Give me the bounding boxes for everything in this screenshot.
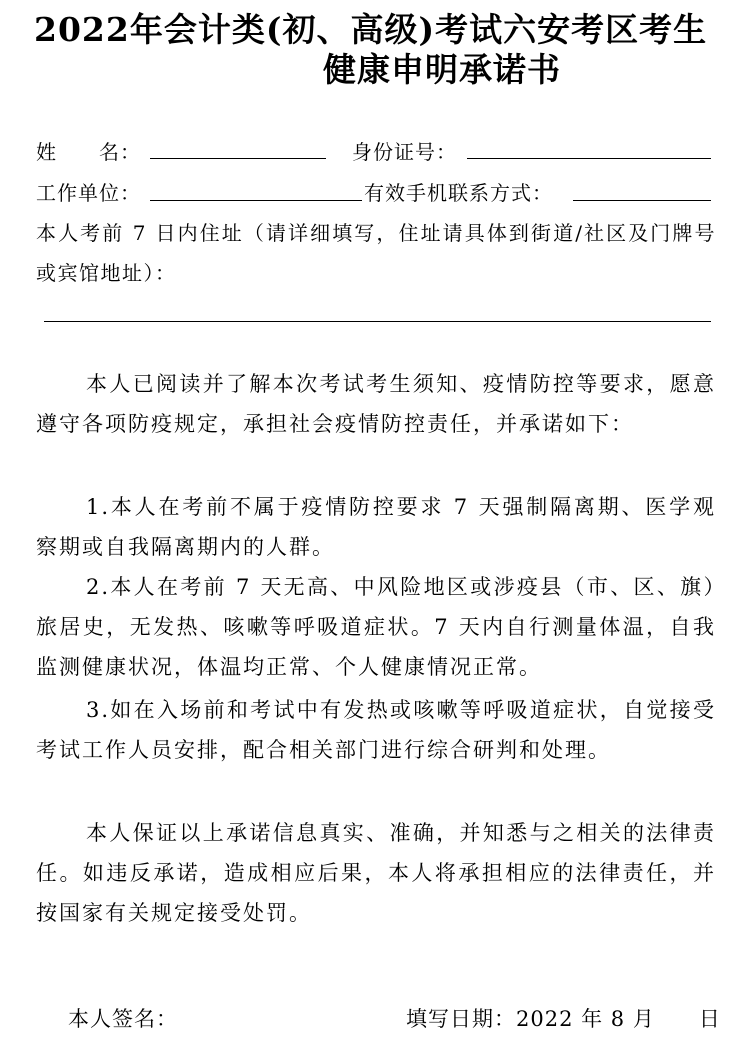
- signature-label: 本人签名：: [68, 1007, 178, 1031]
- phone-field[interactable]: [573, 200, 711, 201]
- commitment-item-2: 2.本人在考前 7 天无高、中风险地区或涉疫县（市、区、旗）旅居史，无发热、咳嗽等呼吸道症状。7 天内自行测量体温，自我监测健康状况，体温均正常、个人健康情况正常。: [36, 575, 716, 679]
- page-title-line-2: 健康申明承诺书: [323, 50, 561, 89]
- name-field[interactable]: [150, 158, 326, 159]
- page-title-line-1: 2022年会计类(初、高级)考试六安考区考生: [34, 10, 708, 49]
- commitment-item-3: 3.如在入场前和考试中有发热或咳嗽等呼吸道症状，自觉接受考试工作人员安排，配合相关部门进行综合研判和处理。: [36, 698, 716, 762]
- id-number-field[interactable]: [467, 158, 711, 159]
- date-label: 填写日期：2022 年 8 月 日: [406, 1007, 721, 1031]
- work-unit-field[interactable]: [150, 200, 362, 201]
- phone-label: 有效手机联系方式：: [364, 181, 553, 205]
- intro-paragraph: 本人已阅读并了解本次考试考生须知、疫情防控等要求，愿意遵守各项防疫规定，承担社会疫情防控责任，并承诺如下：: [36, 372, 716, 436]
- name-label: 姓 名：: [36, 140, 141, 164]
- guarantee-paragraph: 本人保证以上承诺信息真实、准确，并知悉与之相关的法律责任。如违反承诺，造成相应后果，本人将承担相应的法律责任，并按国家有关规定接受处罚。: [36, 821, 716, 925]
- commitment-item-1: 1.本人在考前不属于疫情防控要求 7 天强制隔离期、医学观察期或自我隔离期内的人群。: [36, 495, 716, 559]
- address-label: 本人考前 7 日内住址（请详细填写，住址请具体到街道/社区及门牌号或宾馆地址）：: [36, 221, 716, 285]
- work-unit-label: 工作单位：: [36, 181, 141, 205]
- address-field[interactable]: [44, 321, 711, 322]
- id-number-label: 身份证号：: [352, 140, 457, 164]
